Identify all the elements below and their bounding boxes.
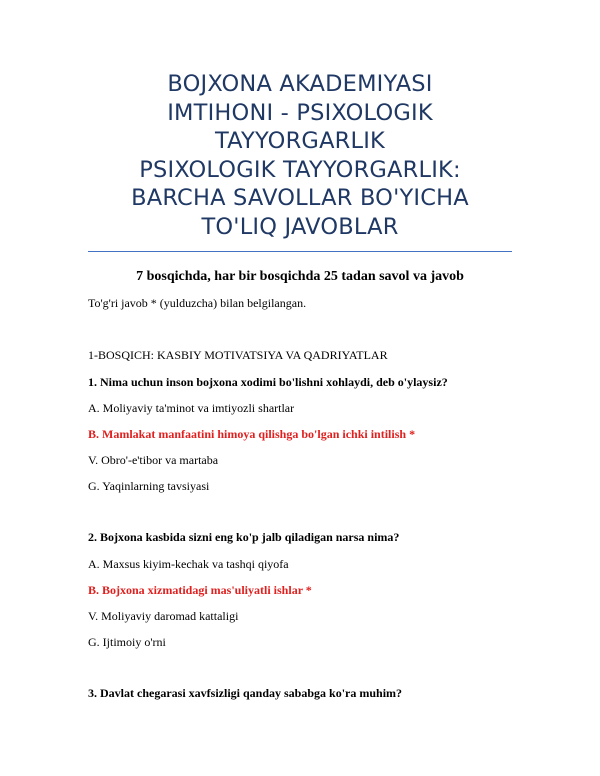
instruction-note: To'g'ri javob * (yulduzcha) bilan belgilangan.	[88, 296, 307, 310]
question-1: 1. Nima uchun inson bojxona xodimi bo'lishni xohlaydi, deb o'ylaysiz?	[88, 375, 448, 389]
answer-option: A. Moliyaviy ta'minot va imtiyozli shartlar	[88, 401, 295, 415]
correct-answer-option: B. Bojxona xizmatidagi mas'uliyatli ishlar *	[88, 583, 312, 597]
answer-option: G. Yaqinlarning tavsiyasi	[88, 479, 210, 493]
title-line: PSIXOLOGIK TAYYORGARLIK:	[139, 156, 461, 183]
title-line: BOJXONA AKADEMIYASI	[167, 71, 433, 97]
title-divider	[88, 251, 512, 252]
section-heading: 1-BOSQICH: KASBIY MOTIVATSIYA VA QADRIYATLAR	[88, 348, 388, 362]
answer-option: V. Obro'-e'tibor va martaba	[88, 453, 219, 467]
question-3: 3. Davlat chegarasi xavfsizligi qanday sababga ko'ra muhim?	[88, 686, 403, 700]
answer-option: A. Maxsus kiyim-kechak va tashqi qiyofa	[88, 557, 289, 571]
correct-answer-option: B. Mamlakat manfaatini himoya qilishga bo'lgan ichki intilish *	[88, 427, 416, 441]
document-subtitle: 7 bosqichda, har bir bosqichda 25 tadan savol va javob	[136, 269, 464, 284]
document-title	[88, 70, 512, 241]
question-2: 2. Bojxona kasbida sizni eng ko'p jalb qiladigan narsa nima?	[88, 530, 400, 544]
title-line: IMTIHONI - PSIXOLOGIK	[167, 99, 433, 126]
answer-option: V. Moliyaviy daromad kattaligi	[88, 609, 239, 623]
title-line: BARCHA SAVOLLAR BO'YICHA	[131, 185, 469, 211]
title-line: TO'LIQ JAVOBLAR	[201, 213, 399, 240]
answer-option: G. Ijtimoiy o'rni	[88, 635, 166, 649]
title-line: TAYYORGARLIK	[214, 128, 386, 154]
